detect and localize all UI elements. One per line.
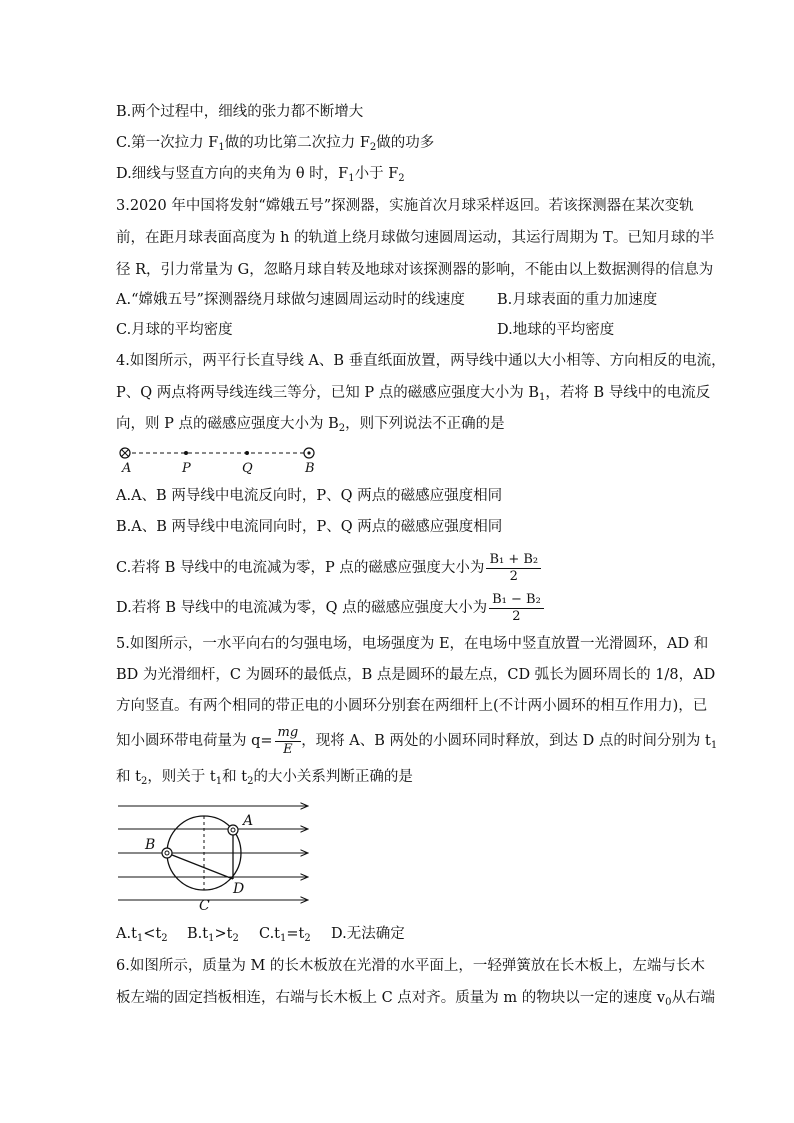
fig4-label-a: A xyxy=(122,461,132,476)
rod-bd xyxy=(167,853,233,879)
q5-stem-line-2: BD 为光滑细杆，C 为圆环的最低点，B 点是圆环的最左点，CD 弧长为圆环周长的 1/8，AD xyxy=(116,667,716,683)
fig5-label-b: B xyxy=(145,837,156,853)
fraction-b1-plus-b2: $\frac{\text{B₁ + B₂}}{2}$ xyxy=(486,552,541,585)
fig4-label-q: Q xyxy=(242,461,253,476)
q6-stem-line-2: 板左端的固定挡板相连，右端与长木板上 C 点对齐。质量为 m 的物块以一定的速度 $v_0$从右端 xyxy=(116,990,715,1008)
q5-option-c: $C.t_1=t_2$ xyxy=(259,926,311,944)
q5-option-d: D.无法确定 xyxy=(331,926,405,942)
q3-option-a: A.“嫦娥五号”探测器绕月球做匀速圆周运动时的线速度 xyxy=(116,292,465,308)
q5-field-ring-figure xyxy=(115,796,315,914)
fig5-label-d: D xyxy=(233,881,245,897)
point-p-dot xyxy=(184,451,188,455)
fig4-label-b: B xyxy=(305,461,315,476)
fig5-label-c: C xyxy=(199,898,210,914)
q5-stem-line-1: 5.如图所示，一水平向右的匀强电场，电场强度为 E，在电场中竖直放置一光滑圆环，AD 和 xyxy=(116,636,709,652)
field-lines xyxy=(118,806,308,900)
wire-a-into-page-icon xyxy=(120,448,130,458)
wire-b-out-of-page-icon xyxy=(304,448,314,458)
q2-option-d: D.细线与竖直方向的夹角为 θ 时，$F_1$小于 $F_2$ xyxy=(116,166,405,184)
q3-option-b: B.月球表面的重力加速度 xyxy=(497,292,658,308)
q2-option-c: C.第一次拉力 $F_1$做的功比第二次拉力 $F_2$做的功多 xyxy=(116,135,435,153)
q5-stem-line-5: 和 $t_2$，则关于 $t_1$和 $t_2$的大小关系判断正确的是 xyxy=(116,769,413,787)
q3-option-d: D.地球的平均密度 xyxy=(497,322,615,338)
q4-wire-figure xyxy=(112,440,322,476)
small-ring-b-icon xyxy=(162,848,172,858)
q3-option-c: C.月球的平均密度 xyxy=(116,322,233,338)
q4-stem-line-1: 4.如图所示，两平行长直导线 A、B 垂直纸面放置，两导线中通以大小相等、方向相反的电流， xyxy=(116,353,726,369)
q5-option-a: $A.t_1<t_2$ xyxy=(116,926,168,944)
fig4-label-p: P xyxy=(182,461,191,476)
q4-stem-line-2: P、Q 两点将两导线连线三等分，已知 P 点的磁感应强度大小为 $B_1$，若将 B 导线中的电流反 xyxy=(116,385,711,403)
q4-stem-line-3: 向，则 P 点的磁感应强度大小为 $B_2$，则下列说法不正确的是 xyxy=(116,416,505,434)
q4-option-c: C.若将 B 导线中的电流减为零，P 点的磁感应强度大小为 $\frac{\text{B₁ + B₂}}{2}$ xyxy=(116,550,541,586)
q3-stem-line-3: 径 R，引力常量为 G，忽略月球自转及地球对该探测器的影响，不能由以上数据测得的信息为 xyxy=(116,262,714,278)
q2-option-b: B.两个过程中，细线的张力都不断增大 xyxy=(116,104,364,120)
q5-stem-line-4: 知小圆环带电荷量为 q= $\frac{mg}{E}$ ，现将 A、B 两处的小圆环同时释放，到达 D 点的时间分别为 $t_1$ xyxy=(116,724,718,757)
fraction-mg-over-e: $\frac{mg}{E}$ xyxy=(275,725,302,758)
q3-stem-line-2: 前，在距月球表面高度为 h 的轨道上绕月球做匀速圆周运动，其运行周期为 T。已知月球的半 xyxy=(116,230,715,246)
q4-option-b: B.A、B 两导线中电流同向时，P、Q 两点的磁感应强度相同 xyxy=(116,519,503,535)
q4-option-d: D.若将 B 导线中的电流减为零，Q 点的磁感应强度大小为 $\frac{\text{B₁ − B₂}}{2}$ xyxy=(116,590,544,626)
q6-stem-line-1: 6.如图所示，质量为 M 的长木板放在光滑的水平面上，一轻弹簧放在长木板上，左端与长木 xyxy=(116,958,705,974)
q5-option-b: $B.t_1>t_2$ xyxy=(187,926,239,944)
point-q-dot xyxy=(245,451,249,455)
fraction-b1-minus-b2: $\frac{\text{B₁ − B₂}}{2}$ xyxy=(489,592,544,625)
small-ring-a-icon xyxy=(228,825,238,835)
q4-option-a: A.A、B 两导线中电流反向时，P、Q 两点的磁感应强度相同 xyxy=(116,488,503,504)
q3-stem-line-1: 3.2020 年中国将发射“嫦娥五号”探测器，实施首次月球采样返回。若该探测器在某次变轨 xyxy=(116,198,694,214)
fig5-label-a: A xyxy=(243,813,254,829)
q5-stem-line-3: 方向竖直。有两个相同的带正电的小圆环分别套在两细杆上(不计两小圆环的相互作用力)，已 xyxy=(116,698,708,714)
